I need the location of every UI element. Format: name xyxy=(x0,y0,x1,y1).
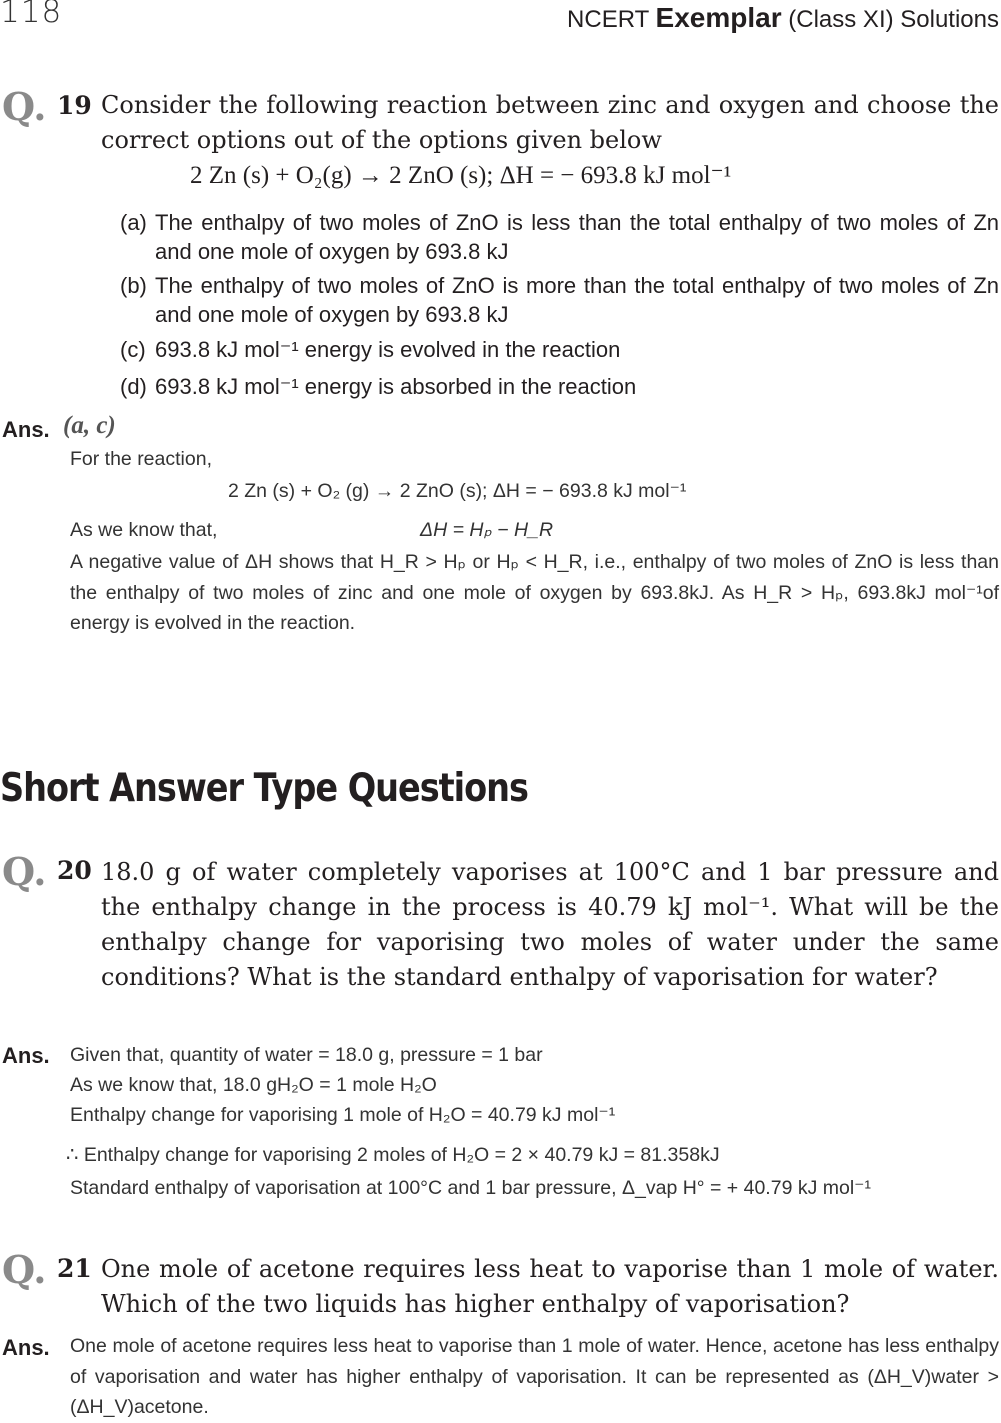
option-text: The enthalpy of two moles of ZnO is less than the total enthalpy of two moles of Zn and one mole of oxygen by 693.8 kJ xyxy=(155,210,999,264)
q20-answer-line-3: Enthalpy change for vaporising 1 mole of H₂O = 40.79 kJ mol⁻¹ xyxy=(70,1104,616,1126)
q21-number: 21 xyxy=(57,1254,92,1283)
q19-explanation: A negative value of ΔH shows that H_R > Hₚ or Hₚ < H_R, i.e., enthalpy of two moles of ZnO is less than the enthalpy of two moles of zinc and one mole of oxygen by 693.8kJ. As H_R > Hₚ, 693.8kJ mol⁻¹of energy is evolved in the reaction. xyxy=(70,551,999,634)
q19-option-c xyxy=(120,335,999,364)
q20-number: 20 xyxy=(57,856,92,885)
q20-text: 18.0 g of water completely vaporises at 100°C and 1 bar pressure and the enthalpy change in the process is 40.79 kJ mol⁻¹. What will be the enthalpy change for vaporising two moles of water under the same conditions? What is the standard enthalpy of vaporisation for water? xyxy=(101,858,999,991)
option-label: (a) xyxy=(120,210,147,235)
header-prefix: NCERT xyxy=(567,6,656,33)
q19-option-d xyxy=(120,372,999,401)
running-header xyxy=(567,2,999,34)
q21-text: One mole of acetone requires less heat to vaporise than 1 mole of water. Which of the two liquids has higher enthalpy of vaporisation? xyxy=(101,1255,999,1318)
section-title: Short Answer Type Questions xyxy=(0,766,528,811)
option-text: 693.8 kJ mol⁻¹ energy is evolved in the reaction xyxy=(155,337,621,362)
q19-answer-line-1: For the reaction, xyxy=(70,448,212,470)
q21-answer: One mole of acetone requires less heat to vaporise than 1 mole of water. Hence, acetone has less enthalpy of vaporisation and water has higher enthalpy of vaporisation. It can be represented as (ΔH_V)water > (ΔH_V)acetone. xyxy=(70,1335,999,1418)
question-mark-icon: Q. xyxy=(2,1247,47,1292)
header-bold: Exemplar xyxy=(655,2,782,33)
q19-answer-equation: 2 Zn (s) + O₂ (g) → 2 ZnO (s); ΔH = − 693.8 kJ mol⁻¹ xyxy=(228,480,687,502)
q20-answer-label: Ans. xyxy=(2,1043,50,1068)
question-mark-icon: Q. xyxy=(2,849,47,894)
q19-text: Consider the following reaction between zinc and oxygen and choose the correct options out of the options given below xyxy=(101,91,999,154)
q19-answer-formula: ΔH = Hₚ − H_R xyxy=(420,519,554,541)
q20-answer-line-2: As we know that, 18.0 gH₂O = 1 mole H₂O xyxy=(70,1074,437,1096)
option-text: 693.8 kJ mol⁻¹ energy is absorbed in the reaction xyxy=(155,374,637,399)
q20-answer-line-5: Standard enthalpy of vaporisation at 100°C and 1 bar pressure, Δ_vap H° = + 40.79 kJ mol⁻¹ xyxy=(70,1177,871,1199)
header-suffix: (Class XI) Solutions xyxy=(781,6,999,33)
q19-equation: 2 Zn (s) + O₂(g) → 2 ZnO (s); ΔH = − 693.8 kJ mol⁻¹ xyxy=(190,162,732,189)
option-label: (c) xyxy=(120,337,146,362)
q21-answer-label: Ans. xyxy=(2,1335,50,1360)
q19-answer-value: (a, c) xyxy=(63,412,116,439)
q19-option-b xyxy=(120,271,999,329)
page-number: 118 xyxy=(0,0,63,30)
q20-answer-line-4: ∴ Enthalpy change for vaporising 2 moles of H₂O = 2 × 40.79 kJ = 81.358kJ xyxy=(66,1144,720,1166)
q19-option-a xyxy=(120,208,999,266)
question-mark-icon: Q. xyxy=(2,84,47,129)
option-text: The enthalpy of two moles of ZnO is more than the total enthalpy of two moles of Zn and one mole of oxygen by 693.8 kJ xyxy=(155,273,999,327)
option-label: (d) xyxy=(120,374,147,399)
q20-answer-line-1: Given that, quantity of water = 18.0 g, pressure = 1 bar xyxy=(70,1044,543,1066)
q19-number: 19 xyxy=(57,91,92,120)
option-label: (b) xyxy=(120,273,147,298)
q19-answer-label: Ans. xyxy=(2,417,50,442)
q19-answer-line-3: As we know that, xyxy=(70,519,218,541)
